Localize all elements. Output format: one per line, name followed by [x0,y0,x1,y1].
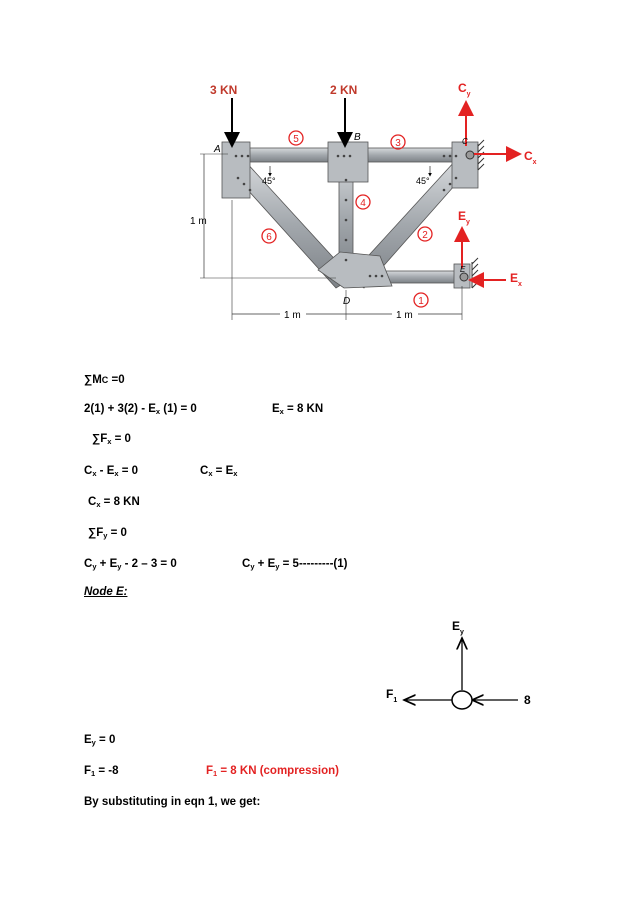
fbd-label-ey: $E_y$ [452,619,464,636]
point-label-e: E [460,265,466,274]
member-number-2 [418,227,432,241]
member-number-6 [262,229,276,243]
pin-c [466,151,474,159]
reaction-label-ey: $E_y$ [458,209,470,226]
eq-sum-moments-c: ∑MC =0 [84,374,125,386]
fbd-node-e [0,612,638,722]
angle-label-left: 45° [262,176,276,186]
eq-ex-result: $E_x = 8$ KN [272,403,324,416]
member-number-5 [289,131,303,145]
reaction-label-cy: $C_y$ [458,81,471,98]
svg-text:4: 4 [360,198,366,209]
pin-e [460,273,468,281]
load-label-b: 2 KN [330,83,358,97]
eq-f1-result-compression: $F_1 = 8$ KN (compression) [206,765,339,778]
eq-sum-fx: $\sum F_x = 0$ [92,433,131,446]
truss-figure [0,60,638,400]
gusset-c [452,142,478,188]
eq-sum-fy: $\sum F_y = 0$ [88,527,127,540]
dim-label-right: 1 m [396,310,413,321]
wall-support-e [472,258,478,288]
point-label-a: A [214,144,221,155]
fbd-label-8: 8 [524,693,531,707]
member-number-3 [391,135,405,149]
eq-cy-ey-loads: $C_y + E_y - 2 - 3 = 0$ [84,558,177,571]
fbd-node-circle [452,691,472,709]
load-label-a: 3 KN [210,83,238,97]
point-label-c: C [462,137,468,146]
member-number-1 [414,293,428,307]
eq-cy-ey-result: $C_y + E_y = 5---------(1)$ [242,558,348,571]
point-label-d: D [343,296,351,307]
node-e-heading: Node E: [84,586,128,598]
svg-text:1: 1 [418,296,424,307]
reaction-label-ex: $E_x$ [510,271,522,288]
svg-text:3: 3 [395,138,401,149]
eq-f1-value: $F_1 = -8$ [84,765,119,778]
svg-text:2: 2 [422,230,428,241]
eq-cx-minus-ex: $C_x - E_x = 0$ [84,465,139,478]
gusset-b [328,142,368,182]
point-label-b: B [354,132,361,143]
svg-text:5: 5 [293,134,299,145]
eq-moment-expansion: $2(1) + 3(2) - E_x$ (1) = 0 [84,403,197,416]
fbd-label-f1: $F_1$ [386,687,398,704]
eq-substitution-note: By substituting in eqn 1, we get: [84,796,261,808]
reaction-label-cx: $C_x$ [524,149,537,166]
eq-cx-result: $C_x = 8$ KN [88,496,140,509]
dim-label-height: 1 m [190,216,207,227]
eq-cx-equals-ex: $C_x = E_x$ [200,465,238,478]
dim-label-left: 1 m [284,310,301,321]
eq-ey-zero: $E_y = 0$ [84,734,116,747]
angle-label-right: 45° [416,176,430,186]
svg-text:6: 6 [266,232,272,243]
member-number-4 [356,195,370,209]
gusset-a [222,142,250,198]
